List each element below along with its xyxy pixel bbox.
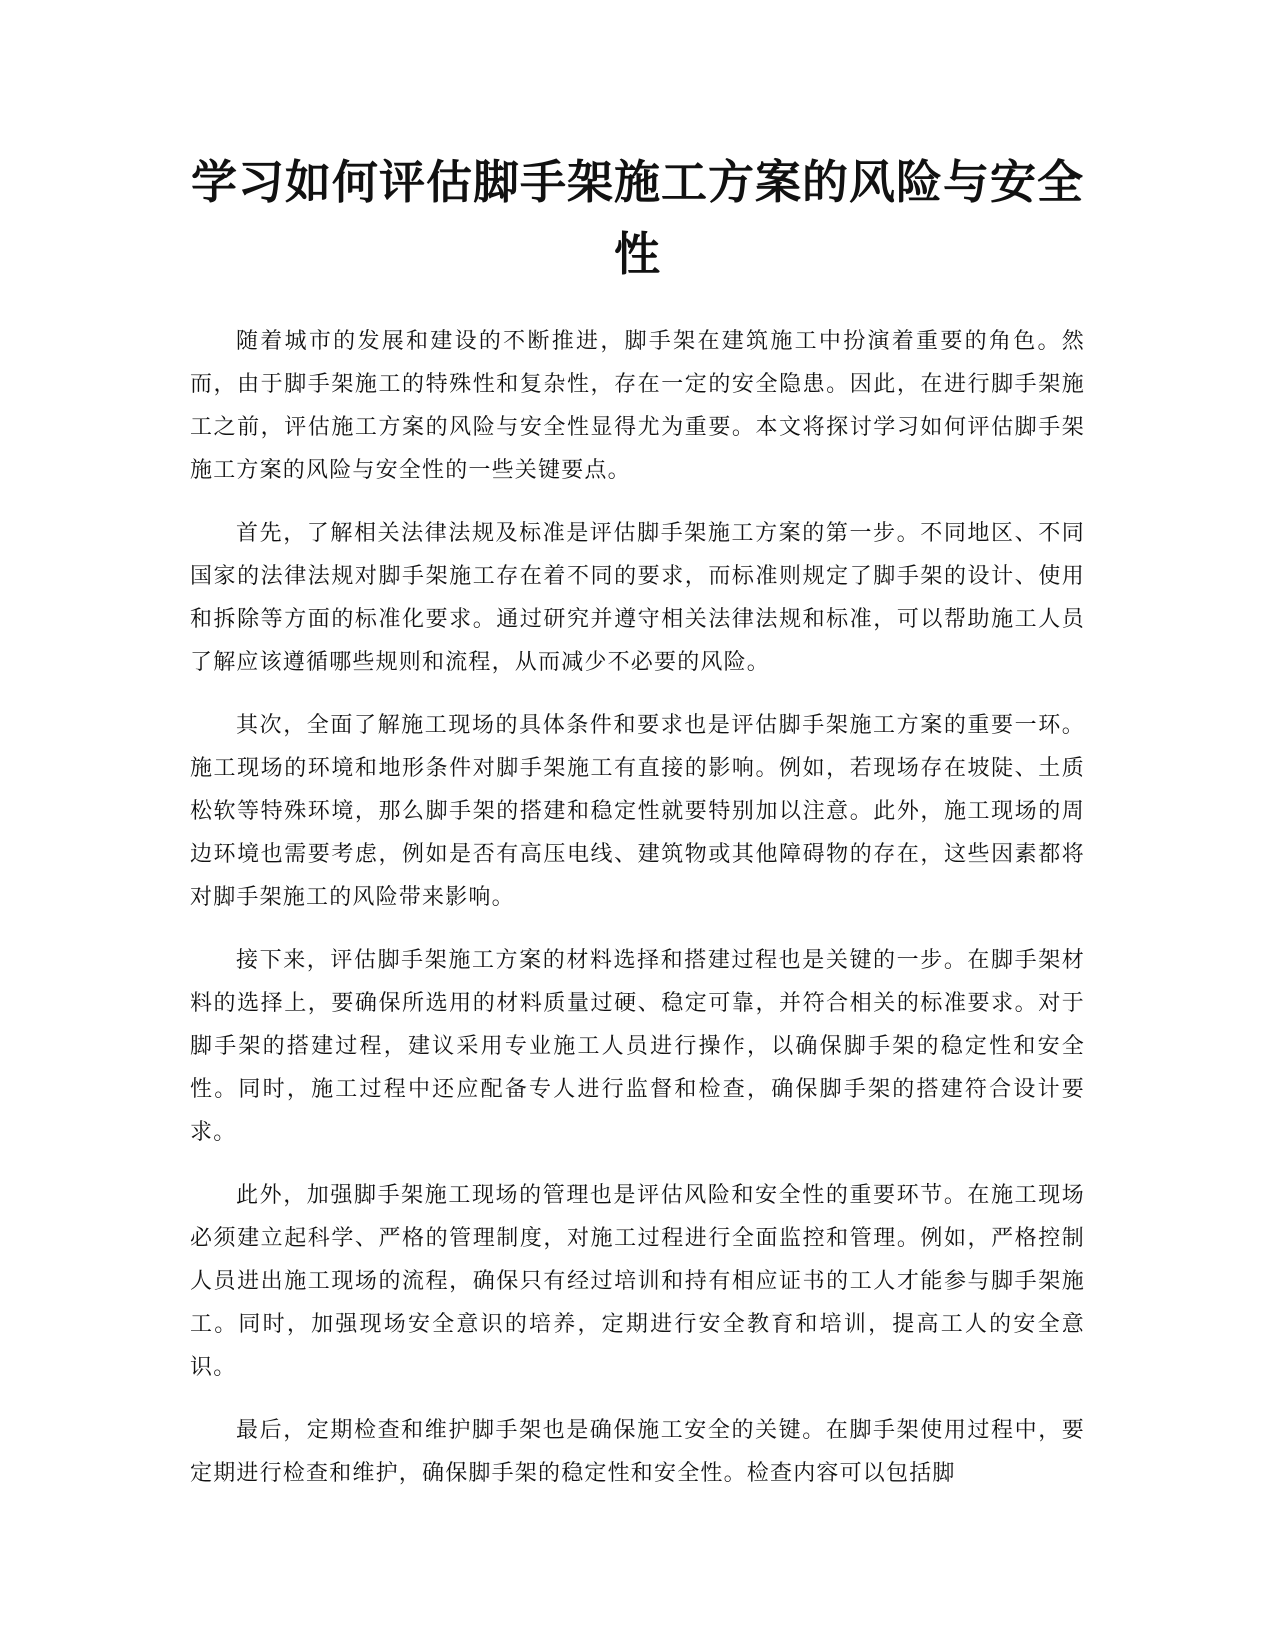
paragraph: 最后，定期检查和维护脚手架也是确保施工安全的关键。在脚手架使用过程中，要定期进行检查和维护，确保脚手架的稳定性和安全性。检查内容可以包括脚 [190,1418,1085,1486]
document-title: 学习如何评估脚手架施工方案的风险与安全性 [191,155,1084,281]
paragraph: 首先，了解相关法律法规及标准是评估脚手架施工方案的第一步。不同地区、不同国家的法律法规对脚手架施工存在着不同的要求，而标准则规定了脚手架的设计、使用和拆除等方面的标准化要求。通过研究并遵守相关法律法规和标准，可以帮助施工人员了解应该遵循哪些规则和流程，从而减少不必要的风险。 [190,521,1085,675]
document-body [190,320,1085,1515]
paragraph: 接下来，评估脚手架施工方案的材料选择和搭建过程也是关键的一步。在脚手架材料的选择上，要确保所选用的材料质量过硬、稳定可靠，并符合相关的标准要求。对于脚手架的搭建过程，建议采用专业施工人员进行操作，以确保脚手架的稳定性和安全性。同时，施工过程中还应配备专人进行监督和检查，确保脚手架的搭建符合设计要求。 [190,948,1085,1145]
paragraph: 其次，全面了解施工现场的具体条件和要求也是评估脚手架施工方案的重要一环。施工现场的环境和地形条件对脚手架施工有直接的影响。例如，若现场存在坡陡、土质松软等特殊环境，那么脚手架的搭建和稳定性就要特别加以注意。此外，施工现场的周边环境也需要考虑，例如是否有高压电线、建筑物或其他障碍物的存在，这些因素都将对脚手架施工的风险带来影响。 [190,713,1085,910]
paragraph: 随着城市的发展和建设的不断推进，脚手架在建筑施工中扮演着重要的角色。然而，由于脚手架施工的特殊性和复杂性，存在一定的安全隐患。因此，在进行脚手架施工之前，评估施工方案的风险与安全性显得尤为重要。本文将探讨学习如何评估脚手架施工方案的风险与安全性的一些关键要点。 [190,329,1085,483]
paragraph: 此外，加强脚手架施工现场的管理也是评估风险和安全性的重要环节。在施工现场必须建立起科学、严格的管理制度，对施工过程进行全面监控和管理。例如，严格控制人员进出施工现场的流程，确保只有经过培训和持有相应证书的工人才能参与脚手架施工。同时，加强现场安全意识的培养，定期进行安全教育和培训，提高工人的安全意识。 [190,1183,1085,1380]
